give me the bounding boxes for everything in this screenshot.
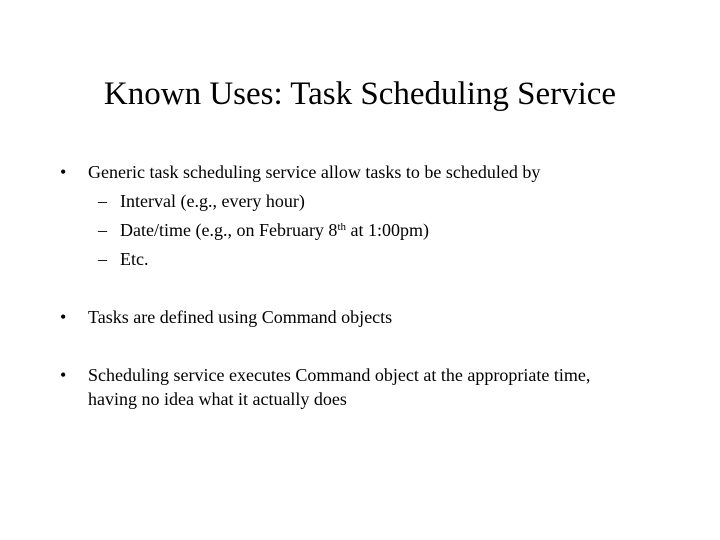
sub-bullet-text bbox=[120, 216, 429, 245]
sub-bullet-text: Interval (e.g., every hour) bbox=[120, 191, 305, 211]
ordinal-superscript: th bbox=[337, 221, 346, 233]
dash-icon: – bbox=[98, 220, 107, 240]
bullet-text: Tasks are defined using Command objects bbox=[88, 307, 393, 327]
dash-icon: – bbox=[98, 249, 107, 269]
sub-bullet-text: Etc. bbox=[120, 249, 149, 269]
sub-bullet-text-before: Date/time (e.g., on February 8 bbox=[120, 220, 338, 240]
slide-title: Known Uses: Task Scheduling Service bbox=[103, 76, 617, 112]
bullet-icon: • bbox=[60, 365, 67, 385]
bullet-icon: • bbox=[60, 307, 67, 327]
bullet-icon: • bbox=[60, 162, 67, 182]
sub-bullet-text-after: at 1:00pm) bbox=[346, 220, 429, 240]
bullet-text: Scheduling service executes Command object at the appropriate time, bbox=[88, 365, 591, 385]
bullet-text: having no idea what it actually does bbox=[88, 389, 347, 409]
bullet-text: Generic task scheduling service allow tasks to be scheduled by bbox=[88, 162, 541, 182]
dash-icon: – bbox=[98, 191, 107, 211]
